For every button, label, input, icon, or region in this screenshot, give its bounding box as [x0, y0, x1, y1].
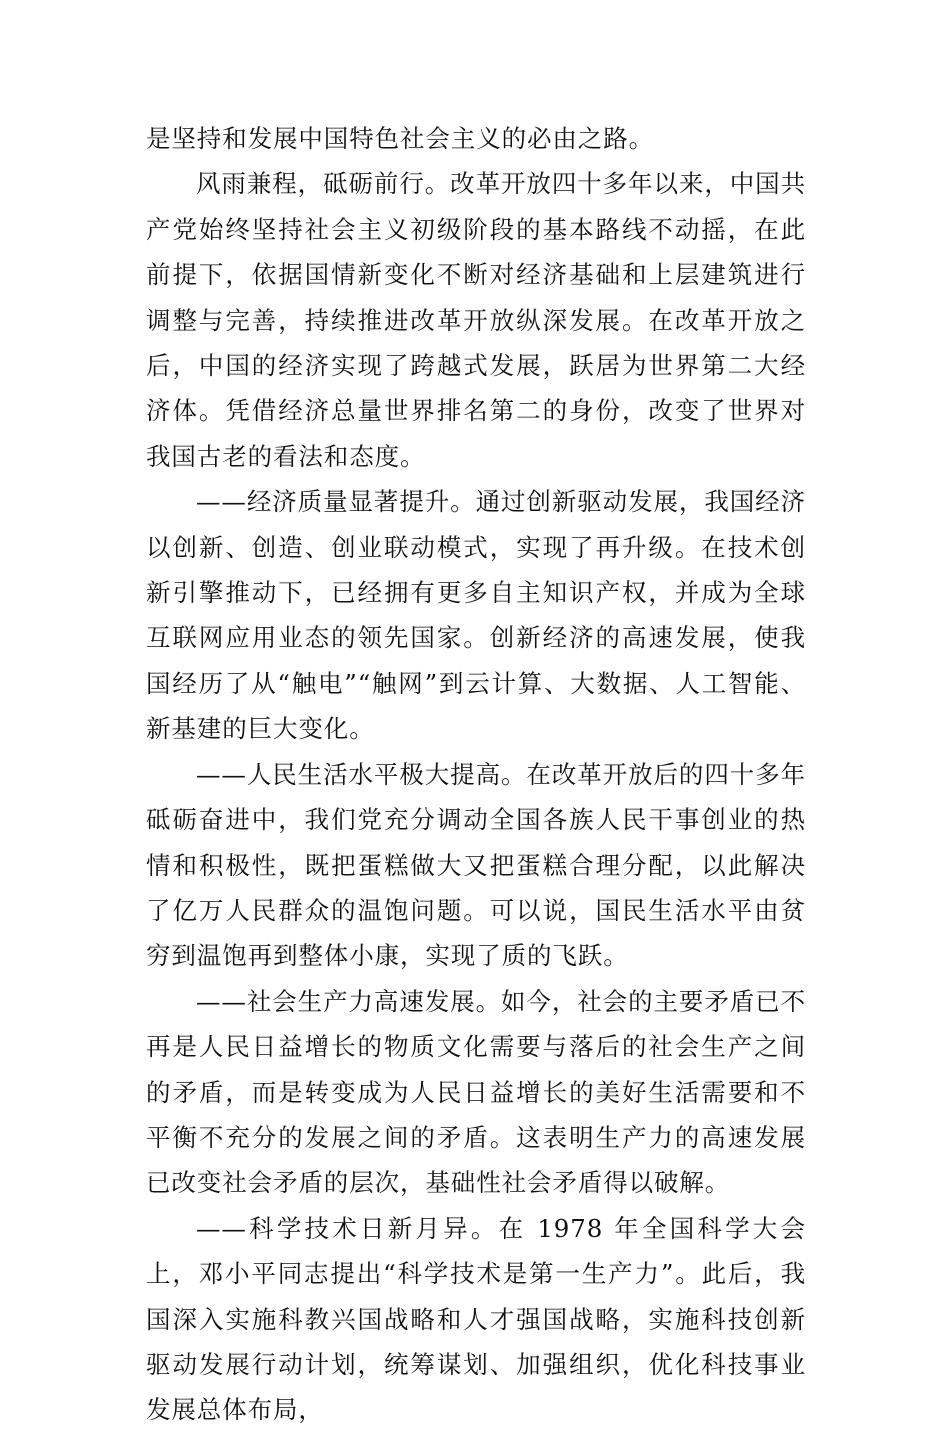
- paragraph-continuation: 是坚持和发展中国特色社会主义的必由之路。: [146, 124, 654, 153]
- paragraph-science-technology: ——科学技术日新月异。在 1978 年全国科学大会上，邓小平同志提出“科学技术是第一生产力”。此后，我国深入实施科教兴国战略和人才强国战略，实施科技创新驱动发展行动计划，统筹谋划、加强组织，优化科技事业发展总体布局，: [146, 1213, 806, 1425]
- paragraph-living-standards: ——人民生活水平极大提高。在改革开放后的四十多年砥砺奋进中，我们党充分调动全国各族人民干事创业的热情和积极性，既把蛋糕做大又把蛋糕合理分配，以此解决了亿万人民群众的温饱问题。可以说，国民生活水平由贫穷到温饱再到整体小康，实现了质的飞跃。: [146, 759, 806, 971]
- paragraph-economic-quality: ——经济质量显著提升。通过创新驱动发展，我国经济以创新、创造、创业联动模式，实现了再升级。在技术创新引擎推动下，已经拥有更多自主知识产权，并成为全球互联网应用业态的领先国家。创新经济的高速发展，使我国经历了从“触电”“触网”到云计算、大数据、人工智能、新基建的巨大变化。: [146, 487, 806, 744]
- paragraph-reform-opening: 风雨兼程，砥砺前行。改革开放四十多年以来，中国共产党始终坚持社会主义初级阶段的基本路线不动摇，在此前提下，依据国情新变化不断对经济基础和上层建筑进行调整与完善，持续推进改革开放纵深发展。在改革开放之后，中国的经济实现了跨越式发展，跃居为世界第二大经济体。凭借经济总量世界排名第二的身份，改变了世界对我国古老的看法和态度。: [146, 169, 806, 471]
- document-body: [146, 116, 806, 1433]
- paragraph-productivity: ——社会生产力高速发展。如今，社会的主要矛盾已不再是人民日益增长的物质文化需要与落后的社会生产之间的矛盾，而是转变成为人民日益增长的美好生活需要和不平衡不充分的发展之间的矛盾。这表明生产力的高速发展已改变社会矛盾的层次，基础性社会矛盾得以破解。: [146, 986, 806, 1198]
